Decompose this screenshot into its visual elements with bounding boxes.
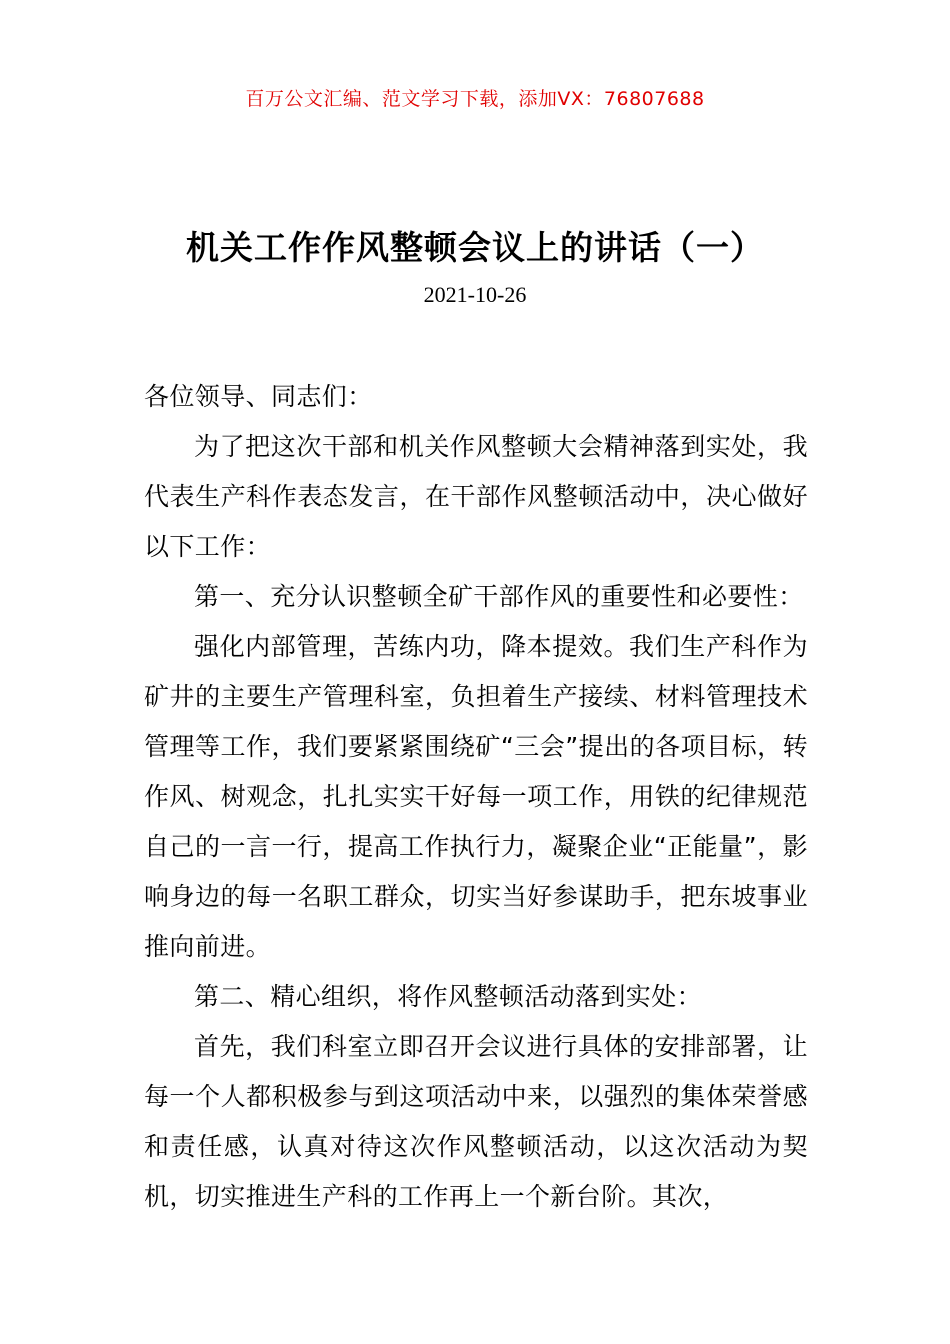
document-body [144,372,808,1222]
document-date: 2021-10-26 [423,282,527,307]
salutation: 各位领导、同志们： [144,382,373,411]
paragraph-first-steps: 首先，我们科室立即召开会议进行具体的安排部署，让每一个人都积极参与到这项活动中来，以强烈的集体荣誉感和责任感，认真对待这次作风整顿活动，以这次活动为契机，切实推进生产科的工作再上一个新台阶。其次， [144,1032,808,1211]
paragraph-heading-second: 第二、精心组织，将作风整顿活动落到实处： [194,982,703,1011]
document-title: 机关工作作风整顿会议上的讲话（一） [186,228,764,267]
header-download-note: 百万公文汇编、范文学习下载，添加VX：76807688 [245,88,705,110]
paragraph-heading-first: 第一、充分认识整顿全矿干部作风的重要性和必要性： [194,582,804,611]
paragraph-intro: 为了把这次干部和机关作风整顿大会精神落到实处，我代表生产科作表态发言，在干部作风整顿活动中，决心做好以下工作： [144,432,808,561]
paragraph-internal-management: 强化内部管理，苦练内功，降本提效。我们生产科作为矿井的主要生产管理科室，负担着生产接续、材料管理技术管理等工作，我们要紧紧围绕矿“三会”提出的各项目标，转作风、树观念，扎扎实实干好每一项工作，用铁的纪律规范自己的一言一行，提高工作执行力，凝聚企业“正能量”，影响身边的每一名职工群众，切实当好参谋助手，把东坡事业推向前进。 [144,632,808,961]
